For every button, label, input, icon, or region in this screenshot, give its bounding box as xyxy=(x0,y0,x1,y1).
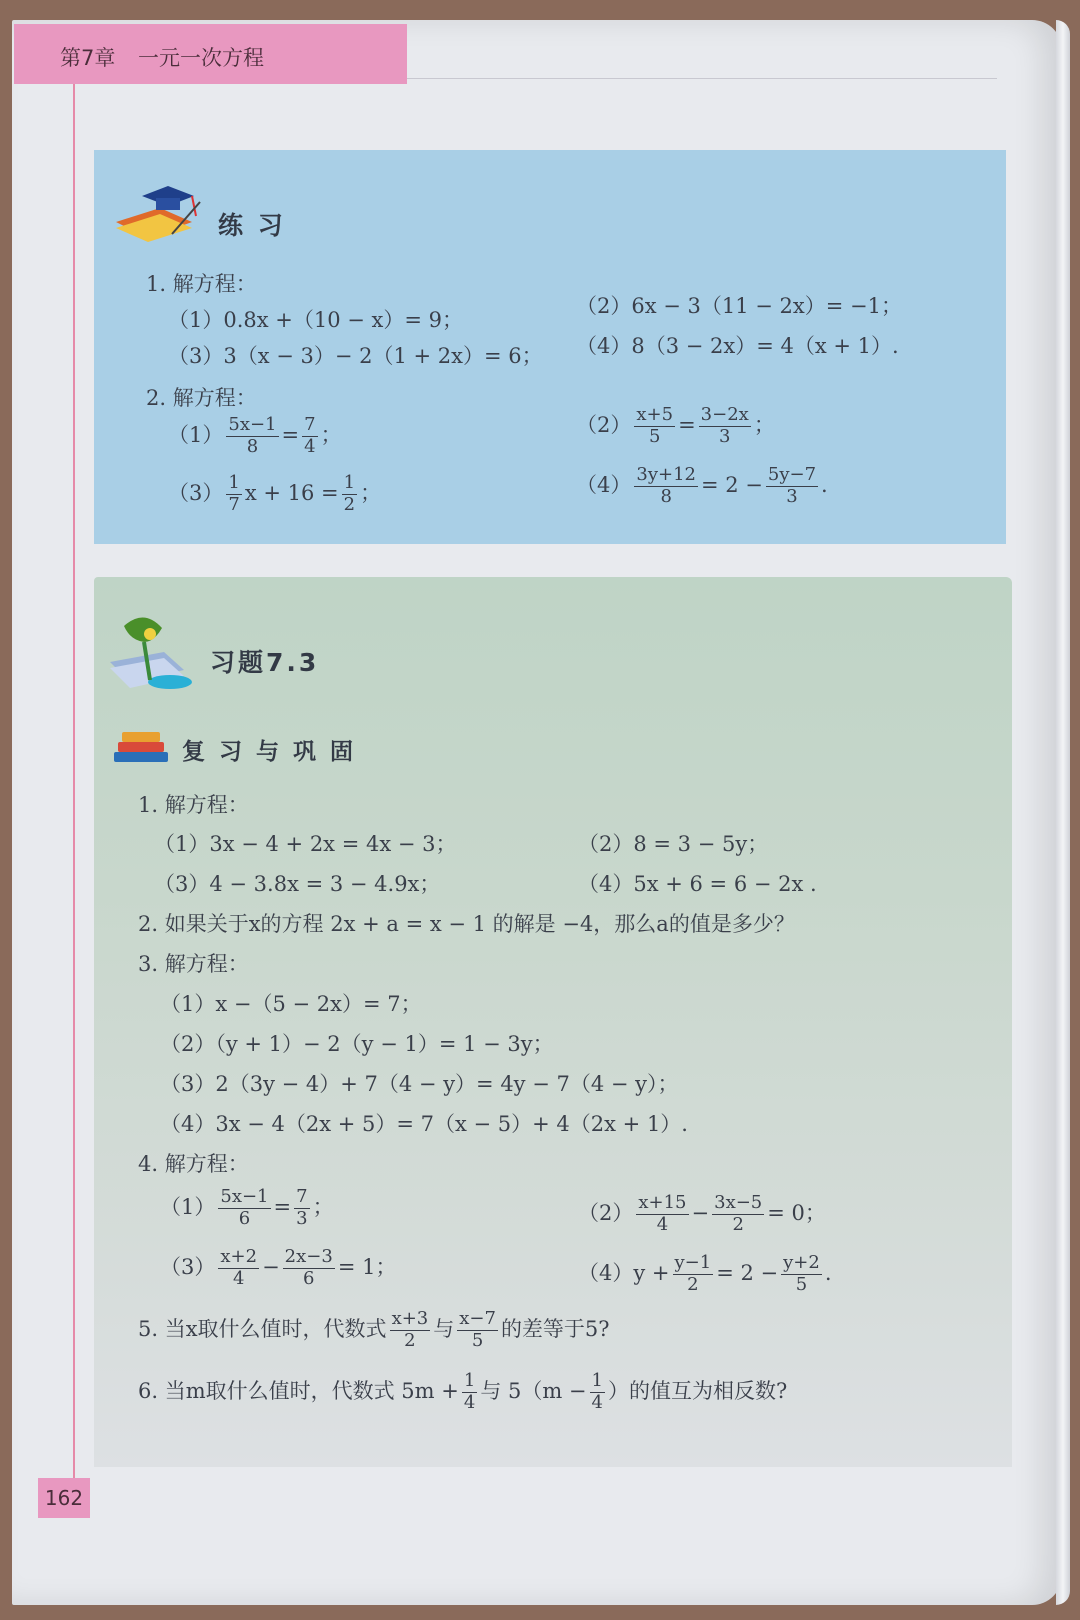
practice-q2-p3: （3） $\frac{1}{7}$ x + 16 = $\frac{1}{2}$ ； xyxy=(168,472,382,515)
desk-lamp-icon xyxy=(104,612,196,696)
practice-q1-p4: （4）8（3 − 2x）= 4（x + 1）. xyxy=(576,334,899,358)
ex-q4-p3: （3） $\frac{x+2}{4}$ − $\frac{2x-3}{6}$ = 1； xyxy=(160,1246,397,1289)
book-stack-icon xyxy=(110,726,172,766)
ex-q3-p4: （4）3x − 4（2x + 5）= 7（x − 5）+ 4（2x + 1）. xyxy=(160,1112,688,1136)
practice-q1-p3: （3）3（x − 3）− 2（1 + 2x）= 6； xyxy=(168,344,543,368)
header-rule xyxy=(407,78,997,79)
ex-q1-p2: （2）8 = 3 − 5y； xyxy=(578,832,769,856)
ex-q3-p3: （3）2（3y − 4）+ 7（4 − y）= 4y − 7（4 − y）； xyxy=(160,1072,679,1096)
exercises-subtitle: 复 习 与 巩 固 xyxy=(182,739,357,765)
ex-q4-p1: （1） $\frac{5x-1}{6}$ = $\frac{7}{3}$ ； xyxy=(160,1186,334,1229)
ex-q3-p1: （1）x −（5 − 2x）= 7； xyxy=(160,992,422,1016)
grad-cap-books-icon xyxy=(112,182,202,244)
ex-q1-p4: （4）5x + 6 = 6 − 2x . xyxy=(578,872,817,896)
practice-q1-p2: （2）6x − 3（11 − 2x）= −1； xyxy=(576,294,902,318)
chapter-header xyxy=(14,24,407,84)
practice-q2-p1: （1） $\frac{5x-1}{8}$ = $\frac{7}{4}$ ； xyxy=(168,414,342,457)
practice-q1-p1: （1）0.8x +（10 − x）= 9； xyxy=(168,308,464,332)
ex-q3-label: 3. 解方程： xyxy=(138,952,249,976)
exercises-title: 习题7.3 xyxy=(210,648,320,677)
ex-q2: 2. 如果关于x的方程 2x + a = x − 1 的解是 −4，那么a的值是多少？ xyxy=(138,912,795,936)
ex-q5: 5. 当x取什么值时，代数式 $\frac{x+3}{2}$ 与 $\frac{x-7}{5}$ 的差等于5? xyxy=(138,1308,610,1351)
margin-line xyxy=(73,82,75,1512)
practice-q2-p4: （4） $\frac{3y+12}{8}$ = 2 − $\frac{5y-7}{3}$ . xyxy=(576,464,828,507)
practice-q2-p2: （2） $\frac{x+5}{5}$ = $\frac{3-2x}{3}$ ； xyxy=(576,404,775,447)
ex-q4-p4: （4）y + $\frac{y-1}{2}$ = 2 − $\frac{y+2}{5}$ . xyxy=(578,1252,832,1295)
chapter-title: 一元一次方程 xyxy=(138,46,264,70)
ex-q1-p3: （3）4 − 3.8x = 3 − 4.9x； xyxy=(154,872,441,896)
page-edge xyxy=(1056,20,1070,1605)
practice-title: 练 习 xyxy=(218,211,286,240)
chapter-number: 第7章 xyxy=(60,46,116,70)
ex-q1-p1: （1）3x − 4 + 2x = 4x − 3； xyxy=(154,832,457,856)
practice-q1-label: 1. 解方程： xyxy=(146,272,257,296)
ex-q1-label: 1. 解方程： xyxy=(138,793,249,817)
practice-q2-label: 2. 解方程： xyxy=(146,386,257,410)
ex-q6: 6. 当m取什么值时，代数式 5m + $\frac{1}{4}$ 与 5（m − $\frac{1}{4}$ ）的值互为相反数? xyxy=(138,1370,788,1413)
ex-q4-label: 4. 解方程： xyxy=(138,1152,249,1176)
ex-q4-p2: （2） $\frac{x+15}{4}$ − $\frac{3x-5}{2}$ = 0； xyxy=(578,1192,826,1235)
page-number: 162 xyxy=(38,1478,90,1518)
ex-q3-p2: （2）（y + 1）− 2（y − 1）= 1 − 3y； xyxy=(160,1032,554,1056)
